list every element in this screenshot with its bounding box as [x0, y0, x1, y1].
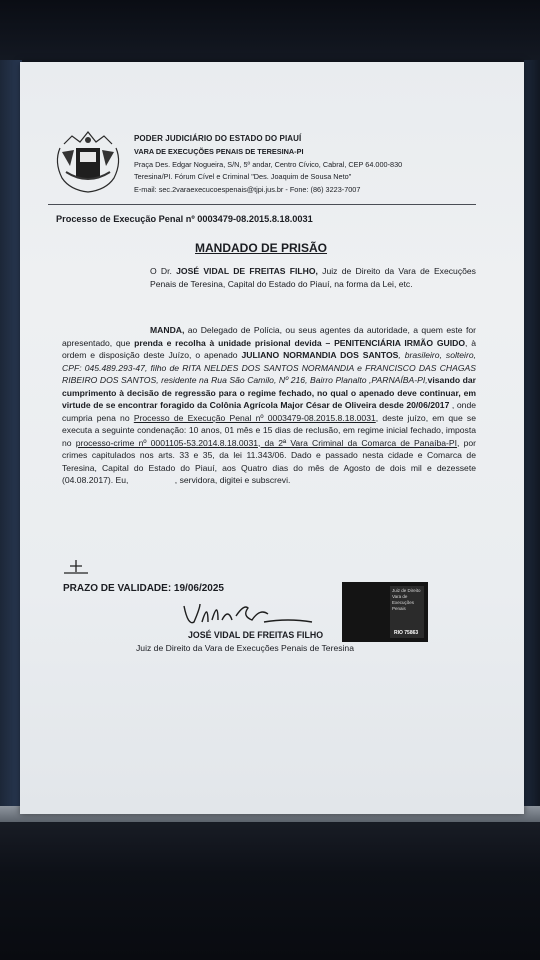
background-right: [524, 60, 540, 820]
header-address: Praça Des. Edgar Nogueira, S/N, 5º andar, Centro Cívico, Cabral, CEP 64.000-830: [134, 160, 403, 169]
order-paragraph: [62, 324, 476, 487]
handwritten-signature: [178, 598, 318, 634]
document-title: MANDADO DE PRISÃO: [195, 241, 328, 255]
coat-of-arms-icon: [52, 128, 124, 196]
convict-name: JULIANO NORMANDIA DOS SANTOS: [241, 350, 399, 360]
order-bold-1: prenda e recolha à unidade prisional devida – PENITENCIÁRIA IRMÃO GUIDO: [134, 337, 466, 348]
order-text-3: , onde cumpria pena no: [62, 400, 477, 423]
judge-name: JOSÉ VIDAL DE FREITAS FILHO,: [176, 266, 318, 276]
header-court-division: VARA DE EXECUÇÕES PENAIS DE TERESINA-PI: [134, 147, 304, 156]
intro-text-a: O Dr.: [150, 266, 177, 276]
intro-text-b: Juiz de Direito da Vara de Execuções Penais de Teresina, Capital do Estado do Piauí, na forma da Lei, etc.: [150, 266, 476, 289]
background-left: [0, 60, 22, 820]
order-text-4: , deste juízo, em que se executa a seguinte condenação: 10 anos, 01 mês e 15 dias de reclusão, em regime inicial fechado, imposta no: [62, 412, 476, 448]
official-stamp: [342, 582, 428, 642]
clerk-initial-mark: [62, 558, 90, 576]
convict-details: , brasileiro, solteiro, CPF: 045.489.293-47, filho de RITA NELDES DOS SANTOS NORMANDIA e FRANCISCO DAS CHAGAS RIBEIRO DOS SANTOS, residente na Rua São Camilo, Nº 216, Bairro Planalto ,PARNAÍBA-PI,: [62, 350, 476, 385]
process-number: Processo de Execução Penal nº 0003479-08.2015.8.18.0031: [56, 214, 313, 224]
order-bold-2: visando dar cumprimento à decisão de regressão para o regime fechado, no qual o apenado deve continuar, em virtude de se encontrar foragido da Colônia Agrícola Major César de Oliveira desde 20/06/2017: [62, 375, 476, 410]
order-text-2: , à ordem e disposição deste Juízo, o apenado: [62, 337, 476, 360]
stamp-text: Juiz de Direito Vara de Execuções Penais: [392, 588, 421, 611]
order-text-5: , por crimes capitulados nos arts. 33 e 35, da lei 11.343/06. Dado e passado nesta cidade e Comarca de Teresina, Capital do Estado do Piauí, aos Quatro dias do mês de Agosto de dois mil e dezessete (04.08.2017). Eu,: [62, 437, 476, 485]
header-contact: E-mail: sec.2varaexecucoespenais@tjpi.jus.br - Fone: (86) 3223-7007: [134, 185, 361, 194]
header-court-name: PODER JUDICIÁRIO DO ESTADO DO PIAUÍ: [134, 134, 302, 143]
header-forum: Teresina/PI. Fórum Cível e Criminal "Des. Joaquim de Sousa Neto": [134, 172, 352, 181]
background-bottom: [0, 815, 540, 960]
background-top: [0, 0, 540, 70]
order-verb: MANDA,: [150, 325, 185, 335]
header-divider: [48, 204, 476, 205]
order-text-6: , servidora, digitei e subscrevi.: [174, 475, 291, 485]
process-reference: Processo de Execução Penal nº 0003479-08.2015.8.18.0031: [133, 412, 376, 423]
judge-signature-name: JOSÉ VIDAL DE FREITAS FILHO: [188, 630, 324, 640]
judge-signature-role: Juiz de Direito da Vara de Execuções Penais de Teresina: [136, 643, 354, 653]
order-text-1: ao Delegado de Polícia, ou seus agentes da autoridade, a quem este for apresentado, que: [62, 325, 476, 348]
stamp-code: RIO 75863: [394, 630, 419, 636]
validity-date: PRAZO DE VALIDADE: 19/06/2025: [63, 583, 224, 594]
intro-paragraph: [150, 265, 476, 290]
criminal-process-reference: processo-crime nº 0001105-53.2014.8.18.0031, da 2ª Vara Criminal da Comarca de Panaíba-PI: [75, 437, 458, 448]
